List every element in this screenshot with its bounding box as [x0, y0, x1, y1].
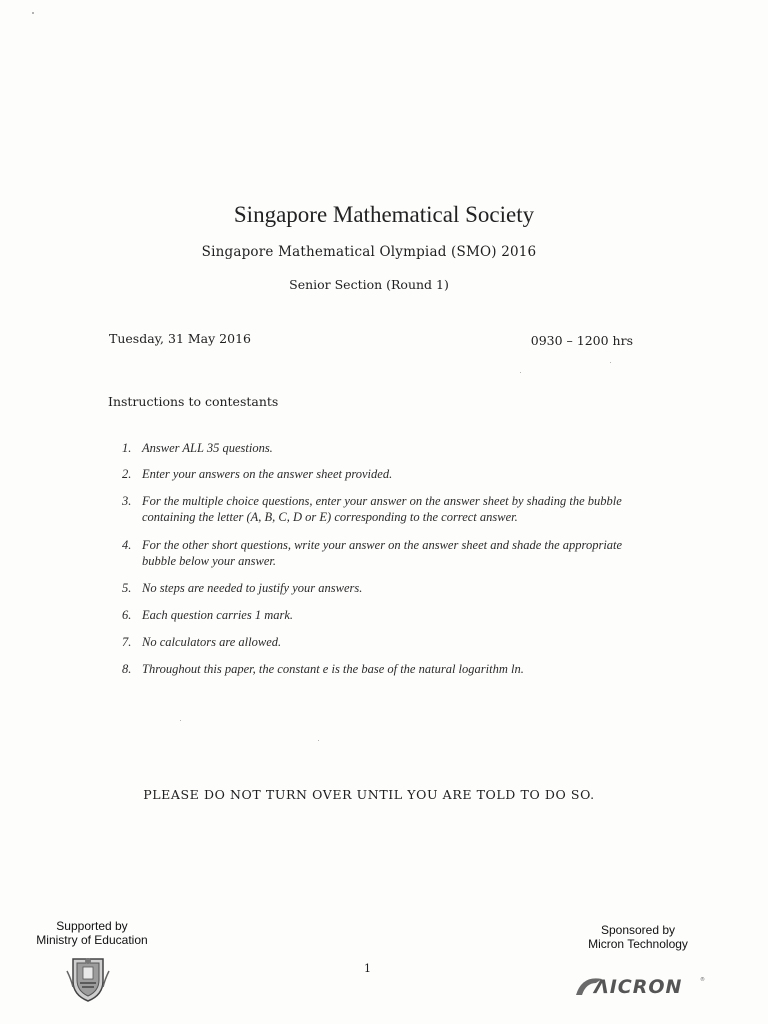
- instruction-text: Each question carries 1 mark.: [142, 608, 294, 622]
- instructions-heading: Instructions to contestants: [108, 394, 279, 409]
- svg-text:®: ®: [700, 977, 705, 983]
- do-not-turn-over-notice: PLEASE DO NOT TURN OVER UNTIL YOU ARE TOLD TO DO SO.: [143, 787, 595, 802]
- instruction-text: Enter your answers on the answer sheet provided.: [142, 467, 393, 481]
- instruction-number: 2.: [122, 467, 132, 481]
- page-number: 1: [364, 962, 371, 975]
- moe-crest-icon: [63, 953, 113, 1003]
- instruction-item: [122, 634, 637, 650]
- supported-by-label: Supported by: [56, 919, 128, 933]
- instruction-number: 3.: [122, 494, 132, 508]
- sponsored-by-block: [568, 923, 708, 951]
- instruction-item: [122, 466, 637, 482]
- scan-speck: [180, 720, 181, 721]
- scan-speck: [610, 362, 611, 363]
- sponsored-by-label: Sponsored by: [600, 923, 676, 937]
- exam-date: Tuesday, 31 May 2016: [109, 331, 251, 346]
- exam-section: Senior Section (Round 1): [289, 277, 449, 292]
- svg-text:ΛICRON: ΛICRON: [594, 976, 683, 998]
- instruction-item: [122, 580, 637, 596]
- instruction-item: [122, 537, 637, 569]
- sponsor-name: Micron Technology: [588, 937, 688, 951]
- instruction-text: No steps are needed to justify your answers.: [142, 581, 363, 595]
- instruction-text: Answer ALL 35 questions.: [142, 441, 273, 455]
- instruction-text: Throughout this paper, the constant e is the base of the natural logarithm ln.: [142, 662, 524, 676]
- supported-by-block: [22, 919, 162, 947]
- instruction-number: 1.: [122, 441, 132, 455]
- instruction-number: 7.: [122, 635, 132, 649]
- scan-speck: [520, 372, 521, 373]
- instruction-text: No calculators are allowed.: [142, 635, 282, 649]
- exam-subtitle: Singapore Mathematical Olympiad (SMO) 2016: [201, 244, 537, 260]
- page-title: Singapore Mathematical Society: [233, 202, 535, 227]
- instruction-item: [122, 493, 637, 525]
- scan-speck: [318, 740, 319, 741]
- exam-time: 0930 – 1200 hrs: [530, 333, 633, 348]
- instruction-number: 8.: [122, 662, 132, 676]
- micron-logo-icon: [572, 971, 707, 999]
- instruction-number: 5.: [122, 581, 132, 595]
- instructions-list: [122, 440, 637, 688]
- supporter-name: Ministry of Education: [36, 933, 148, 947]
- instruction-number: 4.: [122, 538, 132, 552]
- instruction-item: [122, 607, 637, 623]
- instruction-number: 6.: [122, 608, 132, 622]
- scan-speck: [32, 12, 34, 14]
- instruction-text: For the multiple choice questions, enter your answer on the answer sheet by shading the bubble containing the letter (A, B, C, D or E) corresponding to the correct answer.: [142, 494, 622, 524]
- instruction-text: For the other short questions, write your answer on the answer sheet and shade the appropriate bubble below your answer.: [142, 538, 623, 568]
- instruction-item: [122, 440, 637, 456]
- instruction-item: [122, 661, 637, 677]
